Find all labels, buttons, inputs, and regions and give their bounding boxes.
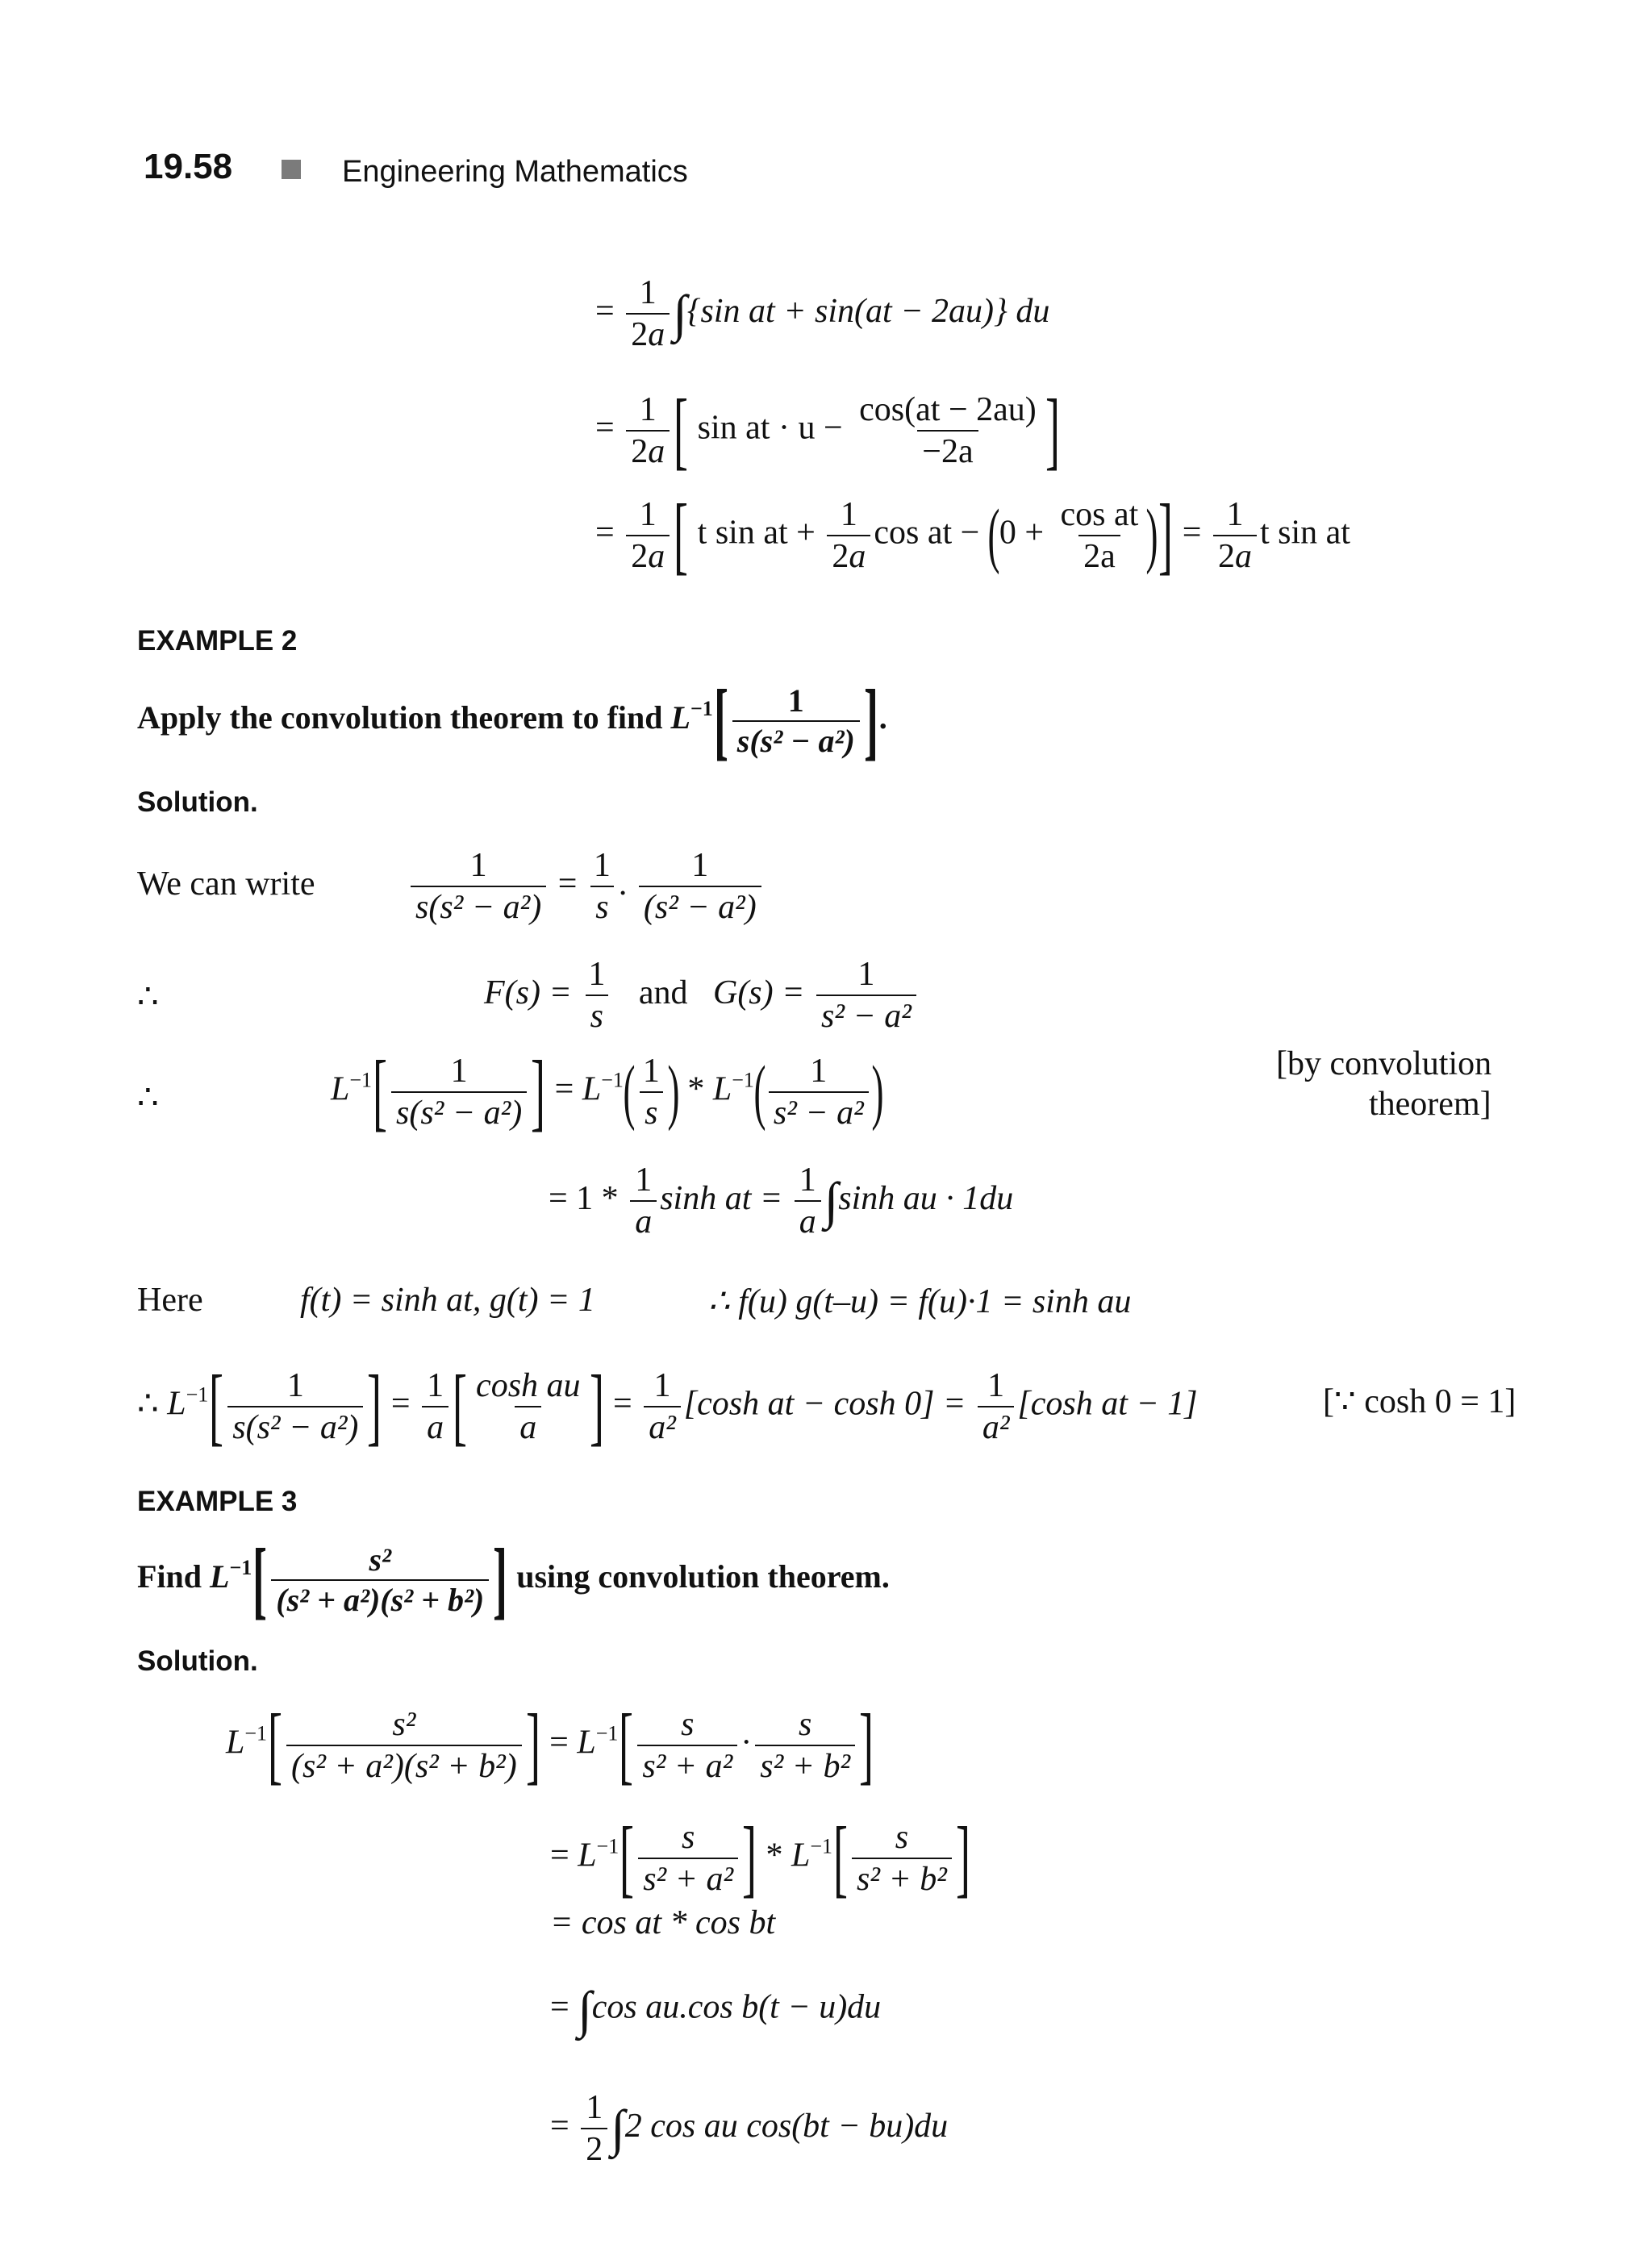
example-2-den: s(s² − a²) — [732, 720, 860, 759]
ex2-final-end: [cosh at − 1] — [1017, 1385, 1198, 1423]
ex1-line2-den: −2a — [917, 430, 978, 470]
book-title: Engineering Mathematics — [342, 155, 688, 189]
ex2-final-num: cosh au — [476, 1366, 581, 1404]
ex2-convolution-line: $L^{-1}$[ $\frac{1}{\text{s(s² − a²)}}$ ] = $L^{-1}$( $\frac{1}{s}$ ) * $L^{-1}$( $\frac{1}{\text{s² − a²}}$ ) — [331, 1044, 884, 1140]
ex2-frac-den: s(s² − a²) — [411, 886, 546, 926]
ex1-line3-term-c: 0 + — [999, 514, 1044, 552]
example-2-problem-text: Apply the convolution theorem to find — [137, 699, 663, 736]
example-2-label: EXAMPLE 2 — [137, 625, 298, 657]
ex3-line-3: = cos at * cos bt — [550, 1904, 776, 1941]
ex1-line2-term: sin at · u − — [697, 409, 843, 447]
ex2-split-den2: (s² − a²) — [639, 886, 761, 926]
ex2-partial-eq: $\frac{1}{\text{s(s² − a²)}}$ = $\frac{1}{s}$ . $\frac{1}{\text{(s² − a²)}}$ — [407, 847, 765, 926]
ex3-line-1: $L^{-1}$[ $\frac{\text{s²}}{\text{(s² + a²)(s² + b²)}}$ ] = $L^{-1}$[ $\frac{s}{\text{s² + a²}}$ · $\frac{s}{\text{s² + b²}}$ ] — [226, 1697, 874, 1793]
example-2-problem: Apply the convolution theorem to find $L^{-1}$[ $\frac{1}{\text{s(s² − a²)}}$ ]. — [137, 673, 887, 769]
ex2-split-den1: s — [590, 886, 613, 926]
example-3-problem: Find $L^{-1}$[ $\frac{\text{s²}}{\text{(s² + a²)(s² + b²)}}$ ] using convolution theorem. — [137, 1532, 890, 1628]
ex2-sinh-a: = 1 * — [549, 1179, 619, 1217]
ex3-num-s-2: s — [798, 1705, 812, 1743]
solution-label-3: Solution. — [137, 1645, 258, 1677]
ex1-line-3: = $\frac{1}{2a}$ [ t sin at + $\frac{1}{2a}$ cos at − (0 + $\frac{\text{cos at}}{2a}$ )] = $\frac{1}{2a}$ t sin at — [595, 487, 1350, 583]
example-3-rest: using convolution theorem. — [516, 1558, 890, 1595]
example-3-find: Find — [137, 1558, 202, 1595]
by-conv-note-2: theorem] — [1369, 1086, 1491, 1123]
ex1-line3-term-b: cos at − — [874, 514, 980, 552]
here-result: ∴ f(u) g(t–u) = f(u)·1 = sinh au — [708, 1283, 1132, 1320]
ex2-Fs: F(s) = — [484, 974, 572, 1011]
ex2-g-den: s² − a² — [816, 995, 916, 1035]
therefore-1: ∴ — [137, 978, 159, 1015]
solution-label-2: Solution. — [137, 786, 258, 818]
ex3-den-a-2: s² + a² — [638, 1858, 738, 1898]
ex3-den-b-2: s² + b² — [852, 1858, 952, 1898]
example-3-label: EXAMPLE 3 — [137, 1486, 298, 1517]
ex1-line3-den: 2a — [1078, 535, 1120, 575]
ex2-sinh-b: sinh at = — [660, 1179, 783, 1217]
ex3-den-b-1: s² + b² — [755, 1745, 855, 1785]
ex3-line-5: = $\frac{1}{2}$ ∫2 cos au cos(bt − bu)du — [550, 2089, 949, 2169]
ex3-num-s-4: s — [895, 1818, 909, 1856]
ex1-line3-term-a: t sin at + — [697, 514, 816, 552]
ex1-line2-num: cos(at − 2au) — [859, 390, 1037, 428]
ex2-Gs: G(s) = — [712, 974, 805, 1011]
ex1-line1-integrand: {sin at + sin(at − 2au)} du — [686, 292, 1050, 330]
ex1-line3-num: cos at — [1060, 495, 1139, 533]
ex3-num-s-3: s — [681, 1818, 695, 1856]
ex1-line-2: = $\frac{1}{2a}$ [ sin at · u − $\frac{\cos(at - 2au)}{-2a}$ ] — [595, 382, 1060, 478]
ex2-sinh-line: = 1 * $\frac{1}{a}$ sinh at = $\frac{1}{a}$ ∫sinh au · 1du — [549, 1161, 1014, 1241]
example-2-operator: L — [670, 699, 690, 736]
here-label: Here — [137, 1282, 203, 1319]
ex3-line-2: = $L^{-1}$[ $\frac{s}{\text{s² + a²}}$ ] * $L^{-1}$[ $\frac{s}{\text{s² + b²}}$ ] — [550, 1810, 970, 1906]
ex3-line5-integrand: 2 cos au cos(bt − bu)du — [624, 2107, 949, 2145]
example-2-num: 1 — [787, 682, 804, 719]
here-defs: f(t) = sinh at, g(t) = 1 — [300, 1282, 595, 1319]
example-3-den: (s² + a²)(s² + b²) — [271, 1579, 489, 1618]
ex3-num-s-1: s — [681, 1705, 695, 1743]
ex2-final-line: ∴ $L^{-1}$[ $\frac{1}{\text{s(s² − a²)}}$ ] = $\frac{1}{a}$ [ $\frac{\text{cosh au}}{a}$ ] = $\frac{1}{\text{a²}}$ [cosh at − cosh 0] = $\frac{1}{\text{a²}}$ [cosh at − 1] — [137, 1358, 1198, 1454]
ex3-line-4: = ∫cos au.cos b(t − u)du — [550, 1981, 882, 2038]
therefore-2: ∴ — [137, 1079, 159, 1116]
we-can-write: We can write — [137, 865, 315, 903]
header-square-icon — [282, 160, 301, 179]
since-note: [∵ cosh 0 = 1] — [1323, 1383, 1516, 1420]
ex3-den-a-1: s² + a² — [637, 1745, 737, 1785]
example-3-num: s² — [369, 1541, 392, 1578]
ex3-line4-integrand: cos au.cos b(t − u)du — [591, 1988, 882, 2026]
page-number: 19.58 — [144, 147, 233, 186]
ex1-line-1: = $\frac{1}{2a}$ ∫{sin at + sin(at − 2au)} du — [595, 274, 1050, 354]
ex2-FG: F(s) = $\frac{1}{s}$ and G(s) = $\frac{1}{\text{s² − a²}}$ — [484, 956, 920, 1035]
ex2-final-den: a — [515, 1406, 541, 1446]
ex2-and: and — [638, 974, 688, 1011]
ex2-sinh-c: sinh au · 1du — [838, 1179, 1014, 1217]
by-conv-note-1: [by convolution — [1276, 1045, 1492, 1082]
ex2-frac-num: 1 — [469, 847, 487, 884]
ex2-final-mid: [cosh at − cosh 0] = — [683, 1385, 966, 1423]
ex1-line3-result: t sin at — [1259, 514, 1350, 552]
